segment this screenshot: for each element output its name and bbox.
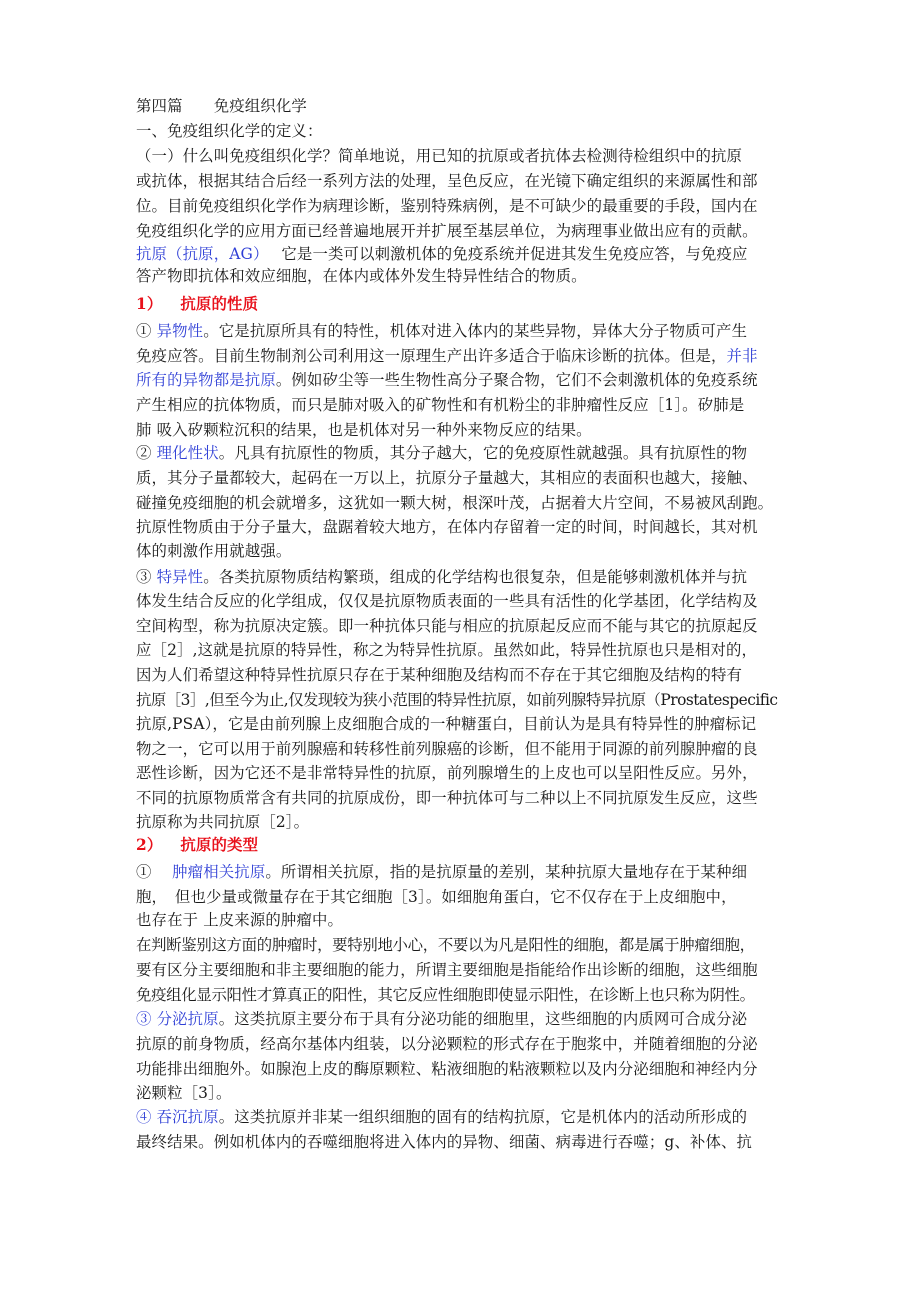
paragraph-line (136, 370, 796, 390)
circled-number-4: ④ (136, 1108, 152, 1126)
paragraph-line: 空间构型，称为抗原决定簇。即一种抗体只能与相应的抗原起反应而不能与其它的抗原起反 (136, 617, 758, 635)
heading-antigen-properties (136, 294, 796, 314)
term-tumor-associated-antigen: 肿瘤相关抗原 (172, 863, 266, 881)
heading-label: 抗原的类型 (180, 836, 259, 854)
paragraph-line: 最终结果。例如机体内的吞噬细胞将进入体内的异物、细菌、病毒进行吞噬；g、补体、抗 (136, 1133, 753, 1151)
paragraph-line: 应［2］,这就是抗原的特异性，称之为特异性抗原。虽然如此，特异性抗原也只是相对的， (136, 641, 758, 659)
heading-number: 2） (136, 836, 163, 854)
paragraph-text: 免疫应答。目前生物制剂公司利用这一原理生产出许多适合于临床诊断的抗体。但是， (136, 347, 727, 365)
intro-line: 或抗体，根据其结合后经一系列方法的处理，呈色反应，在光镜下确定组织的来源属性和部 (136, 172, 758, 190)
document-title: 第四篇 免疫组织化学 (136, 97, 307, 115)
paragraph-line (136, 567, 796, 587)
paragraph-line: 不同的抗原物质常含有共同的抗原成份，即一种抗体可与二种以上不同抗原发生反应，这些 (136, 789, 758, 807)
term-deposited-antigen: 吞沉抗原 (156, 1108, 219, 1126)
paragraph-line: 抗原,PSA），它是由前列腺上皮细胞合成的一种糖蛋白，目前认为是具有特异性的肿瘤标记 (136, 715, 757, 733)
paragraph-text: 。所谓相关抗原，指的是抗原量的差别，某种抗原大量地存在于某种细 (265, 863, 748, 881)
paragraph-line: 功能排出细胞外。如腺泡上皮的酶原颗粒、粘液细胞的粘液颗粒以及内分泌细胞和神经内分 (136, 1060, 758, 1078)
paragraph-line (136, 321, 796, 341)
paragraph-text: 。这类抗原并非某一组织细胞的固有的结构抗原，它是机体内的活动所形成的 (218, 1108, 748, 1126)
paragraph-line: 因为人们希望这种特异性抗原只存在于某种细胞及结构而不存在于其它细胞及结构的特有 (136, 666, 743, 684)
paragraph-line: 碰撞免疫细胞的机会就增多，这犹如一颗大树，根深叶茂，占据着大片空间，不易被风刮跑。 (136, 494, 774, 512)
paragraph-line: 肺 吸入矽颗粒沉积的结果，也是机体对另一种外来物反应的结果。 (136, 421, 592, 439)
paragraph-line (136, 346, 796, 366)
term-secretory-antigen: 分泌抗原 (156, 1010, 219, 1028)
section-heading-definition: 一、免疫组织化学的定义： (136, 122, 323, 140)
paragraph-line (136, 862, 796, 882)
paragraph-text: 。它是抗原所具有的特性，机体对进入体内的某些异物，异体大分子物质可产生 (203, 322, 748, 340)
paragraph-line (136, 443, 796, 463)
intro-line: 免疫组织化学的应用方面已经普遍地展开并扩展至基层单位，为病理事业做出应有的贡献。 (136, 222, 758, 240)
paragraph-line: 泌颗粒［3］。 (136, 1084, 232, 1102)
paragraph-line: 要有区分主要细胞和非主要细胞的能力，所谓主要细胞是指能给作出诊断的细胞，这些细胞 (136, 961, 758, 979)
intro-line: （一）什么叫免疫组织化学？简单地说，用已知的抗原或者抗体去检测待检组织中的抗原 (136, 147, 743, 165)
paragraph-line: 抗原性物质由于分子量大，盘踞着较大地方，在体内存留着一定的时间，时间越长，其对机 (136, 518, 758, 536)
paragraph-line: 体发生结合反应的化学组成，仅仅是抗原物质表面的一些具有活性的化学基团，化学结构及 (136, 592, 758, 610)
paragraph-line: 胞， 但也少量或微量存在于其它细胞［3］。如细胞角蛋白，它不仅存在于上皮细胞中， (136, 888, 737, 906)
circled-number-2: ② (136, 444, 152, 462)
paragraph-line: 也存在于 上皮来源的肿瘤中。 (136, 911, 344, 929)
antigen-term: 抗原（抗原，AG） (136, 245, 261, 263)
paragraph-line (136, 1107, 796, 1127)
highlight-text: 所有的异物都是抗原 (136, 371, 276, 389)
antigen-definition-line: 答产物即抗体和效应细胞，在体内或体外发生特异性结合的物质。 (136, 267, 587, 285)
paragraph-line: 质，其分子量都较大，起码在一万以上，抗原分子量越大，其相应的表面积也越大，接触、 (136, 469, 758, 487)
paragraph-text: 。凡具有抗原性的物质，其分子越大，它的免疫原性就越强。具有抗原性的物 (218, 444, 748, 462)
term-specificity: 特异性 (156, 568, 204, 586)
paragraph-line: 体的刺激作用就越强。 (136, 542, 292, 560)
circled-number-1: ① (136, 322, 152, 340)
paragraph-text: 。这类抗原主要分布于具有分泌功能的细胞里，这些细胞的内质网可合成分泌 (218, 1010, 748, 1028)
paragraph-line: 免疫组化显示阳性才算真正的阳性，其它反应性细胞即使显示阳性，在诊断上也只称为阴性。 (136, 986, 755, 1004)
paragraph-line: 抗原的前身物质，经高尔基体内组装，以分泌颗粒的形式存在于胞浆中，并随着细胞的分泌 (136, 1035, 758, 1053)
paragraph-line (136, 1009, 796, 1029)
circled-number-3: ③ (136, 1010, 152, 1028)
paragraph-text: 。各类抗原物质结构繁琐，组成的化学结构也很复杂，但是能够刺激机体并与抗 (203, 568, 748, 586)
circled-number-3: ③ (136, 568, 152, 586)
paragraph-line: 产生相应的抗体物质，而只是肺对吸入的矿物性和有机粉尘的非肿瘤性反应［1］。矽肺是 (136, 396, 745, 414)
term-foreignness: 异物性 (156, 322, 204, 340)
heading-antigen-types (136, 835, 796, 855)
antigen-definition-text: 它是一类可以刺激机体的免疫系统并促进其发生免疫应答，与免疫应 (260, 245, 748, 263)
paragraph-line: 抗原［3］,但至今为止,仅发现较为狭小范围的特异性抗原，如前列腺特异抗原（Prostatespecific (136, 691, 778, 709)
circled-number-1: ① (136, 863, 168, 881)
paragraph-line: 物之一，它可以用于前列腺癌和转移性前列腺癌的诊断，但不能用于同源的前列腺肿瘤的良 (136, 740, 758, 758)
intro-line: 位。目前免疫组织化学作为病理诊断，鉴别特殊病例，是不可缺少的最重要的手段，国内在 (136, 197, 758, 215)
heading-number: 1） (136, 295, 163, 313)
antigen-definition-line (136, 244, 796, 264)
paragraph-line: 抗原称为共同抗原［2］。 (136, 813, 310, 831)
heading-label: 抗原的性质 (180, 295, 259, 313)
term-physicochemical: 理化性状 (156, 444, 219, 462)
paragraph-line: 在判断鉴别这方面的肿瘤时，要特别地小心，不要以为凡是阳性的细胞，都是属于肿瘤细胞， (136, 936, 755, 954)
paragraph-text: 。例如矽尘等一些生物性高分子聚合物，它们不会刺激机体的免疫系统 (275, 371, 758, 389)
highlight-text: 并非 (726, 347, 758, 365)
paragraph-line: 恶性诊断，因为它还不是非常特异性的抗原，前列腺增生的上皮也可以呈阳性反应。另外， (136, 764, 758, 782)
